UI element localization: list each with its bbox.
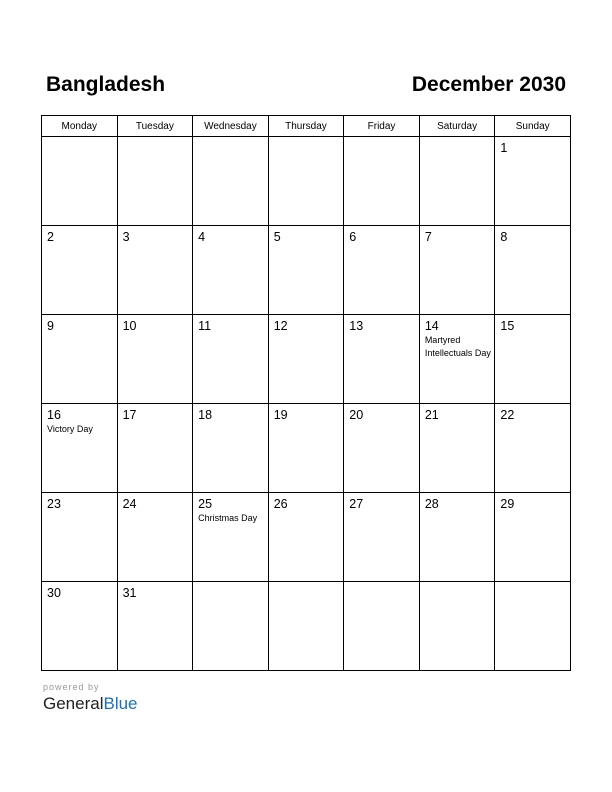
day-number: 28 xyxy=(424,497,439,511)
weekday-header: Sunday xyxy=(495,116,571,137)
day-number: 5 xyxy=(273,230,281,244)
month-year-title: December 2030 xyxy=(411,73,566,96)
day-number: 16 xyxy=(47,408,61,422)
day-cell xyxy=(117,493,193,582)
day-number: 29 xyxy=(500,497,515,511)
weekday-header: Monday xyxy=(42,116,118,137)
day-cell xyxy=(344,226,420,315)
day-number: 30 xyxy=(47,586,61,600)
day-number: 10 xyxy=(122,319,137,333)
holiday-label: Victory Day xyxy=(47,424,93,434)
day-cell xyxy=(268,226,344,315)
day-cell xyxy=(117,137,193,226)
day-number: 27 xyxy=(349,497,364,511)
day-number: 18 xyxy=(198,408,213,422)
day-number: 3 xyxy=(122,230,130,244)
day-cell xyxy=(344,582,420,671)
day-cell xyxy=(495,137,571,226)
week-row xyxy=(42,137,571,226)
day-number xyxy=(42,137,117,141)
calendar-header xyxy=(46,70,566,100)
holiday-label: Christmas Day xyxy=(198,513,258,523)
day-cell xyxy=(268,493,344,582)
day-cell xyxy=(193,137,269,226)
brand-general: General xyxy=(43,694,104,713)
day-number: 23 xyxy=(47,497,61,511)
day-number xyxy=(193,582,268,586)
day-cell xyxy=(344,404,420,493)
brand-blue: Blue xyxy=(103,694,138,713)
day-cell xyxy=(419,493,495,582)
week-row xyxy=(42,493,571,582)
powered-by-text: powered by xyxy=(43,682,100,692)
day-cell xyxy=(42,226,118,315)
day-cell xyxy=(117,582,193,671)
day-number xyxy=(269,582,344,586)
week-row xyxy=(42,226,571,315)
day-number: 20 xyxy=(349,408,364,422)
day-number xyxy=(344,582,419,586)
country-title: Bangladesh xyxy=(46,73,166,96)
day-number: 26 xyxy=(273,497,288,511)
weekday-header: Friday xyxy=(344,116,420,137)
day-number: 7 xyxy=(424,230,432,244)
day-number xyxy=(495,582,570,586)
day-cell xyxy=(42,315,118,404)
footer xyxy=(43,682,138,714)
week-row xyxy=(42,404,571,493)
day-cell xyxy=(495,404,571,493)
day-number xyxy=(118,137,193,141)
day-cell xyxy=(419,404,495,493)
day-cell xyxy=(42,137,118,226)
day-number: 6 xyxy=(349,230,357,244)
day-number: 9 xyxy=(47,319,54,333)
day-cell xyxy=(42,493,118,582)
day-cell xyxy=(268,137,344,226)
day-number: 22 xyxy=(500,408,515,422)
day-number: 1 xyxy=(500,141,508,155)
day-cell xyxy=(344,315,420,404)
day-cell xyxy=(42,582,118,671)
day-cell xyxy=(117,315,193,404)
day-cell xyxy=(268,582,344,671)
weekday-header: Thursday xyxy=(268,116,344,137)
day-cell xyxy=(193,582,269,671)
day-number xyxy=(344,137,419,141)
day-number xyxy=(193,137,268,141)
day-number: 25 xyxy=(198,497,213,511)
day-number: 15 xyxy=(500,319,515,333)
weekday-header: Tuesday xyxy=(117,116,193,137)
generalblue-logo[interactable] xyxy=(43,694,138,714)
day-number: 4 xyxy=(198,230,206,244)
weekday-header-row xyxy=(42,116,571,137)
day-number: 24 xyxy=(122,497,137,511)
day-cell xyxy=(42,404,118,493)
week-row xyxy=(42,315,571,404)
day-number xyxy=(420,137,495,141)
day-cell xyxy=(344,137,420,226)
day-cell xyxy=(117,226,193,315)
day-number: 11 xyxy=(198,319,212,333)
day-cell xyxy=(268,404,344,493)
week-row xyxy=(42,582,571,671)
day-number: 17 xyxy=(122,408,137,422)
day-cell xyxy=(193,315,269,404)
day-cell xyxy=(495,493,571,582)
calendar-grid xyxy=(41,115,571,671)
day-number: 8 xyxy=(500,230,508,244)
holiday-label: Martyred Intellectuals Day xyxy=(424,335,491,358)
day-number: 14 xyxy=(424,319,439,333)
day-cell xyxy=(193,404,269,493)
weekday-header: Saturday xyxy=(419,116,495,137)
day-number: 19 xyxy=(273,408,288,422)
day-number xyxy=(269,137,344,141)
day-cell xyxy=(419,315,495,404)
day-number: 12 xyxy=(273,319,288,333)
day-cell xyxy=(419,137,495,226)
day-cell xyxy=(193,493,269,582)
day-number: 31 xyxy=(122,586,137,600)
day-number: 21 xyxy=(424,408,439,422)
day-cell xyxy=(419,582,495,671)
day-cell xyxy=(495,582,571,671)
day-cell xyxy=(419,226,495,315)
day-cell xyxy=(344,493,420,582)
day-cell xyxy=(268,315,344,404)
day-number: 13 xyxy=(349,319,364,333)
day-cell xyxy=(193,226,269,315)
day-cell xyxy=(117,404,193,493)
day-cell xyxy=(495,315,571,404)
day-number xyxy=(420,582,495,586)
day-number: 2 xyxy=(47,230,54,244)
weekday-header: Wednesday xyxy=(193,116,269,137)
day-cell xyxy=(495,226,571,315)
